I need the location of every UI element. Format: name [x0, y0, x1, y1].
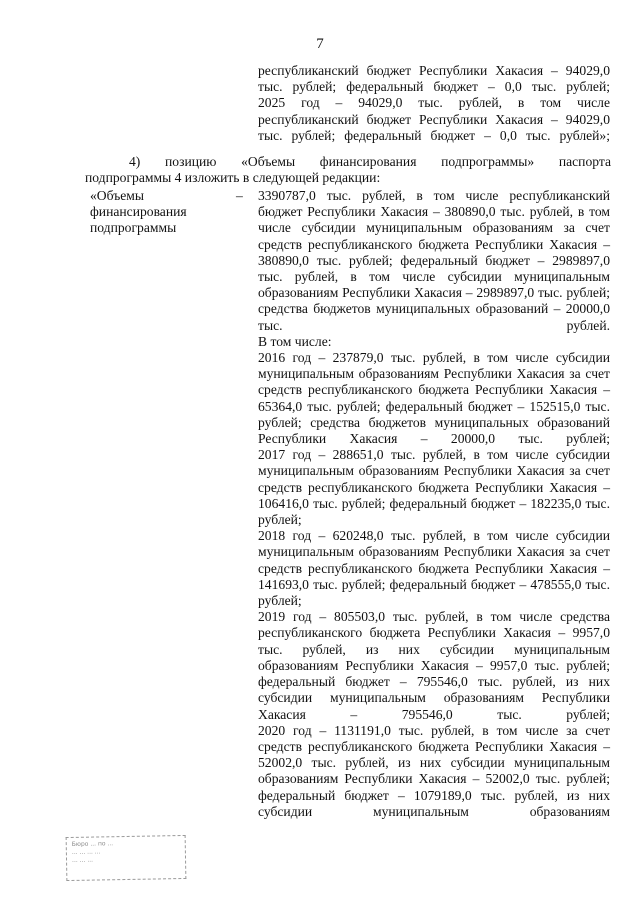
- intro-paragraph: [85, 154, 611, 186]
- intro-line: подпрограммы 4 изложить в следующей редакции:: [85, 170, 381, 186]
- value-paragraph: 2016 год – 237879,0 тыс. рублей, в том числе субсидии муниципальным образованиям Республики Хакасия за счет средств республиканского бюджета Республики Хакасия – 65364,0 тыс. рублей; федеральный бюджет – 152515,0 тыс. рублей; средства бюджетов муниципальных образований Республики Хакасия – 20000,0 тыс. рублей;: [258, 350, 610, 447]
- top-paragraph: 2025 год – 94029,0 тыс. рублей, в том числе республиканский бюджет Республики Хакасия – 94029,0 тыс. рублей; федеральный бюджет – 0,0 тыс. рублей»;: [258, 95, 610, 143]
- stamp-line: ... ... ...: [71, 856, 94, 864]
- value-paragraph: 2019 год – 805503,0 тыс. рублей, в том числе средства республиканского бюджета Республики Хакасия – 9957,0 тыс. рублей, из них субсидии муниципальным образованиям Республики Хакасия – 9957,0 тыс. рублей; федеральный бюджет – 795546,0 тыс. рублей, из них субсидии муниципальным образованиям Республики Хакасия – 795546,0 тыс. рублей;: [258, 609, 610, 722]
- passport-label: «Объемы финансирования подпрограммы: [90, 188, 187, 236]
- value-paragraph: 2018 год – 620248,0 тыс. рублей, в том числе субсидии муниципальным образованиям Республики Хакасия за счет средств республиканского бюджета Республики Хакасия – 141693,0 тыс. рублей; федеральный бюджет – 478555,0 тыс. рублей;: [258, 528, 610, 609]
- value-paragraph: В том числе:: [258, 333, 332, 349]
- label-dash: –: [236, 188, 243, 203]
- value-paragraph: 3390787,0 тыс. рублей, в том числе республиканский бюджет Республики Хакасия – 380890,0 тыс. рублей, в том числе субсидии муниципальным образованиям за счет средств республиканского бюджета Республики Хакасия – 380890,0 тыс. рублей; федеральный бюджет – 2989897,0 тыс. рублей, в том числе субсидии муниципальным образованиям Республики Хакасия – 2989897,0 тыс. рублей; средства бюджетов муниципальных образований – 20000,0 тыс. рублей.: [258, 188, 610, 333]
- intro-line: 4) позицию «Объемы финансирования подпрограммы» паспорта: [129, 154, 611, 169]
- top-paragraph: республиканский бюджет Республики Хакасия – 94029,0 тыс. рублей; федеральный бюджет – 0,0 тыс. рублей;: [258, 63, 610, 95]
- page-number: 7: [316, 36, 324, 52]
- value-paragraph: 2017 год – 288651,0 тыс. рублей, в том числе субсидии муниципальным образованиям Республики Хакасия за счет средств республиканского бюджета Республики Хакасия – 106416,0 тыс. рублей; федеральный бюджет – 182235,0 тыс. рублей;: [258, 447, 610, 528]
- stamp-line: Бюро ... по ...: [71, 840, 114, 848]
- stamp-line: ... ... ... ...: [71, 848, 101, 856]
- value-paragraph: 2020 год – 1131191,0 тыс. рублей, в том числе за счет средств республиканского бюджета Республики Хакасия – 52002,0 тыс. рублей, из них субсидии муниципальным образованиям Республики Хакасия – 52002,0 тыс. рублей; федеральный бюджет – 1079189,0 тыс. рублей, из них субсидии муниципальным образованиям: [258, 722, 610, 819]
- top-block: [258, 63, 610, 144]
- faint-stamp: [66, 835, 187, 881]
- passport-value: [258, 188, 610, 820]
